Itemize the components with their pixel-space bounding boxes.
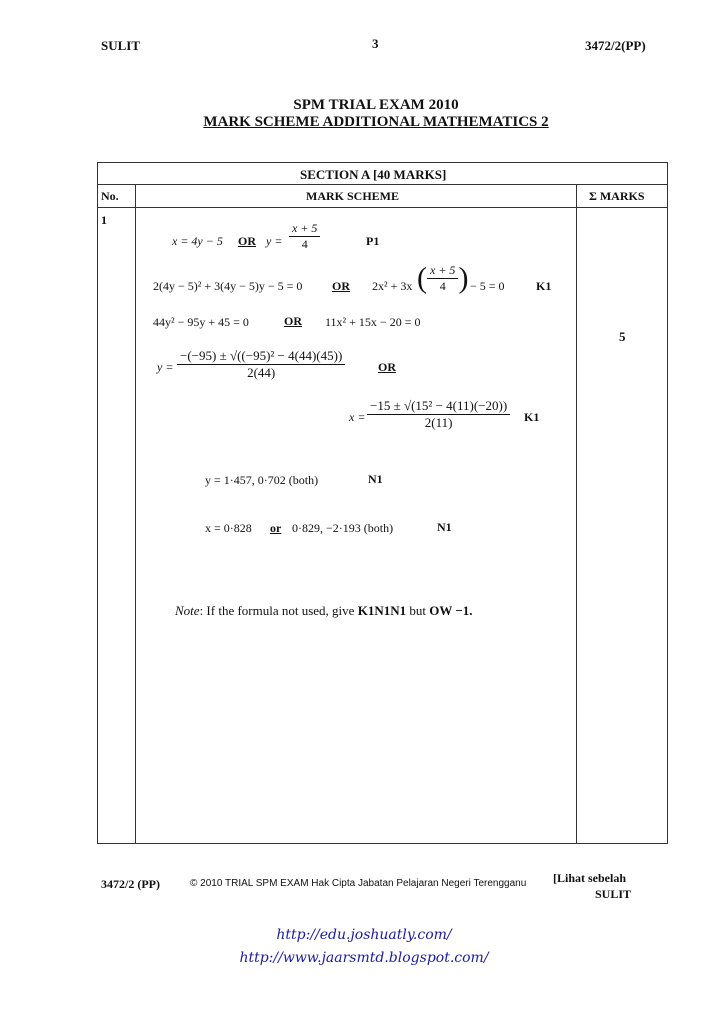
note-bold-2: OW −1. xyxy=(429,603,473,618)
col-divider-no xyxy=(135,184,136,844)
r1-numerator: x + 5 xyxy=(289,221,320,237)
r6-mark: N1 xyxy=(368,472,383,486)
section-divider xyxy=(97,184,668,185)
r4-fraction xyxy=(177,348,345,381)
footer-copyright: © 2010 TRIAL SPM EXAM Hak Cipta Jabatan Pelajaran Negeri Terengganu xyxy=(190,878,527,889)
r2-or: OR xyxy=(332,279,350,293)
scheme-title: MARK SCHEME ADDITIONAL MATHEMATICS 2 xyxy=(203,114,549,130)
note-line xyxy=(175,603,473,619)
r2-equation-a: 2(4y − 5)² + 3(4y − 5)y − 5 = 0 xyxy=(153,279,303,293)
r1-equation: x = 4y − 5 xyxy=(172,234,223,248)
r4-y: y = xyxy=(157,360,174,374)
r7-answer-a: x = 0·828 xyxy=(205,521,252,535)
note-bold-1: K1N1N1 xyxy=(357,603,407,618)
section-heading: SECTION A [40 MARKS] xyxy=(300,167,447,182)
question-number: 1 xyxy=(101,213,107,227)
r4-numerator: −(−95) ± √((−95)² − 4(44)(45)) xyxy=(177,348,345,365)
r7-mark: N1 xyxy=(437,520,452,534)
r5-mark: K1 xyxy=(524,410,540,424)
mark-scheme-table xyxy=(97,162,668,844)
r2-mark: K1 xyxy=(536,279,552,293)
r2-equation-c: − 5 = 0 xyxy=(470,279,505,293)
r2-numerator: x + 5 xyxy=(427,263,458,279)
r3-or: OR xyxy=(284,314,302,328)
r7-or: or xyxy=(270,521,282,535)
header-sulit: SULIT xyxy=(101,38,141,53)
header-divider xyxy=(97,207,668,208)
col-divider-marks xyxy=(576,184,577,844)
page-number: 3 xyxy=(372,36,379,51)
r1-fraction xyxy=(289,221,320,252)
col-header-marks: Σ MARKS xyxy=(589,189,645,203)
footer-sulit: SULIT xyxy=(595,887,632,901)
r1-or: OR xyxy=(238,234,256,248)
r2-fraction: ( $\frac{x + 5}{4}$ ) xyxy=(417,261,469,295)
note-mid: but xyxy=(409,603,426,618)
r7-answer-b: 0·829, −2·193 (both) xyxy=(292,521,394,535)
r5-denominator: 2(11) xyxy=(424,415,453,430)
r3-equation-a: 44y² − 95y + 45 = 0 xyxy=(153,315,249,329)
link-joshuatly[interactable]: http://edu.joshuatly.com/ xyxy=(276,927,452,943)
r4-denominator: 2(44) xyxy=(247,365,276,380)
paper-code: 3472/2(PP) xyxy=(585,38,646,53)
col-header-no: No. xyxy=(101,189,119,203)
r1-denominator: 4 xyxy=(301,237,308,251)
r4-or: OR xyxy=(378,360,396,374)
r6-answer: y = 1·457, 0·702 (both) xyxy=(205,473,319,487)
total-marks: 5 xyxy=(619,329,626,344)
footer-code: 3472/2 (PP) xyxy=(101,877,160,891)
r5-fraction xyxy=(367,398,510,431)
r5-numerator: −15 ± √(15² − 4(11)(−20)) xyxy=(367,398,510,415)
r1-y: y = xyxy=(266,234,283,248)
col-header-scheme: MARK SCHEME xyxy=(306,189,399,203)
r1-mark: P1 xyxy=(366,234,380,248)
r2-equation-b: 2x² + 3x xyxy=(372,279,413,293)
note-label: Note xyxy=(175,603,200,618)
r3-equation-b: 11x² + 15x − 20 = 0 xyxy=(325,315,421,329)
footer-turn-page: [Lihat sebelah xyxy=(553,871,627,885)
r2-denominator: 4 xyxy=(439,279,446,293)
exam-title: SPM TRIAL EXAM 2010 xyxy=(293,97,459,113)
r5-x: x = xyxy=(349,410,366,424)
note-text: : If the formula not used, give xyxy=(199,603,355,618)
link-jaarsmtd[interactable]: http://www.jaarsmtd.blogspot.com/ xyxy=(239,950,489,966)
